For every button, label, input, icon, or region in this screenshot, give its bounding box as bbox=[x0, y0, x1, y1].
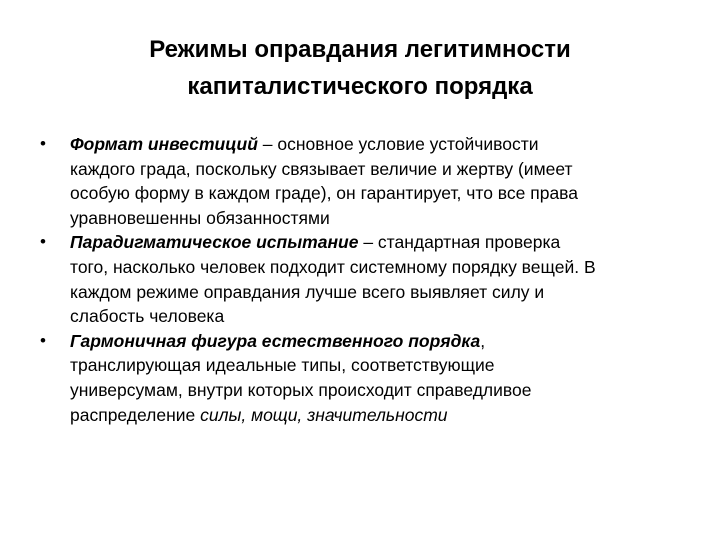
bullet-2-line-1 bbox=[70, 230, 690, 255]
bullet-2-line-3: каждом режиме оправдания лучше всего выявляет силу и bbox=[70, 281, 545, 302]
bullet-2-line-1-rest: – стандартная проверка bbox=[358, 232, 561, 253]
bullet-3-line-1 bbox=[70, 329, 690, 354]
bullet-marker-icon: • bbox=[40, 330, 46, 350]
bullet-item-paradigmatic-test bbox=[40, 230, 690, 328]
bullet-3-term: Гармоничная фигура естественного порядка bbox=[70, 330, 481, 351]
bullet-1-line-1 bbox=[70, 132, 690, 157]
bullet-3-line-4-italic: силы, мощи, значительности bbox=[200, 404, 448, 425]
bullet-2-line-4: слабость человека bbox=[70, 306, 225, 327]
bullet-2-term: Парадигматическое испытание bbox=[70, 232, 359, 253]
title-line-2: капиталистического порядка bbox=[187, 73, 533, 100]
bullet-marker-icon: • bbox=[40, 134, 46, 153]
title-line-1: Режимы оправдания легитимности bbox=[149, 36, 571, 63]
bullet-3-line-4 bbox=[70, 403, 690, 428]
slide-title bbox=[80, 31, 640, 105]
bullet-item-investment-format bbox=[40, 132, 690, 230]
bullet-3-line-1-rest: , bbox=[480, 330, 486, 351]
bullet-marker-icon: • bbox=[40, 232, 46, 252]
bullet-1-line-1-rest: – основное условие устойчивости bbox=[257, 134, 539, 154]
bullet-list bbox=[40, 132, 690, 427]
bullet-2-line-2: того, насколько человек подходит системному порядку вещей. В bbox=[70, 256, 596, 277]
bullet-item-harmonious-figure bbox=[40, 329, 690, 427]
bullet-1-line-2: каждого града, поскольку связывает величие и жертву (имеет bbox=[70, 158, 573, 179]
bullet-3-line-4-prefix: распределение bbox=[70, 404, 201, 425]
bullet-1-line-4: уравновешенны обязанностями bbox=[70, 207, 330, 228]
bullet-1-term: Формат инвестиций bbox=[70, 134, 258, 154]
bullet-1-line-3: особую форму в каждом граде), он гарантирует, что все права bbox=[70, 183, 579, 204]
bullet-3-line-2: транслирующая идеальные типы, соответствующие bbox=[70, 355, 495, 376]
bullet-3-line-3: универсумам, внутри которых происходит справедливое bbox=[70, 379, 532, 400]
